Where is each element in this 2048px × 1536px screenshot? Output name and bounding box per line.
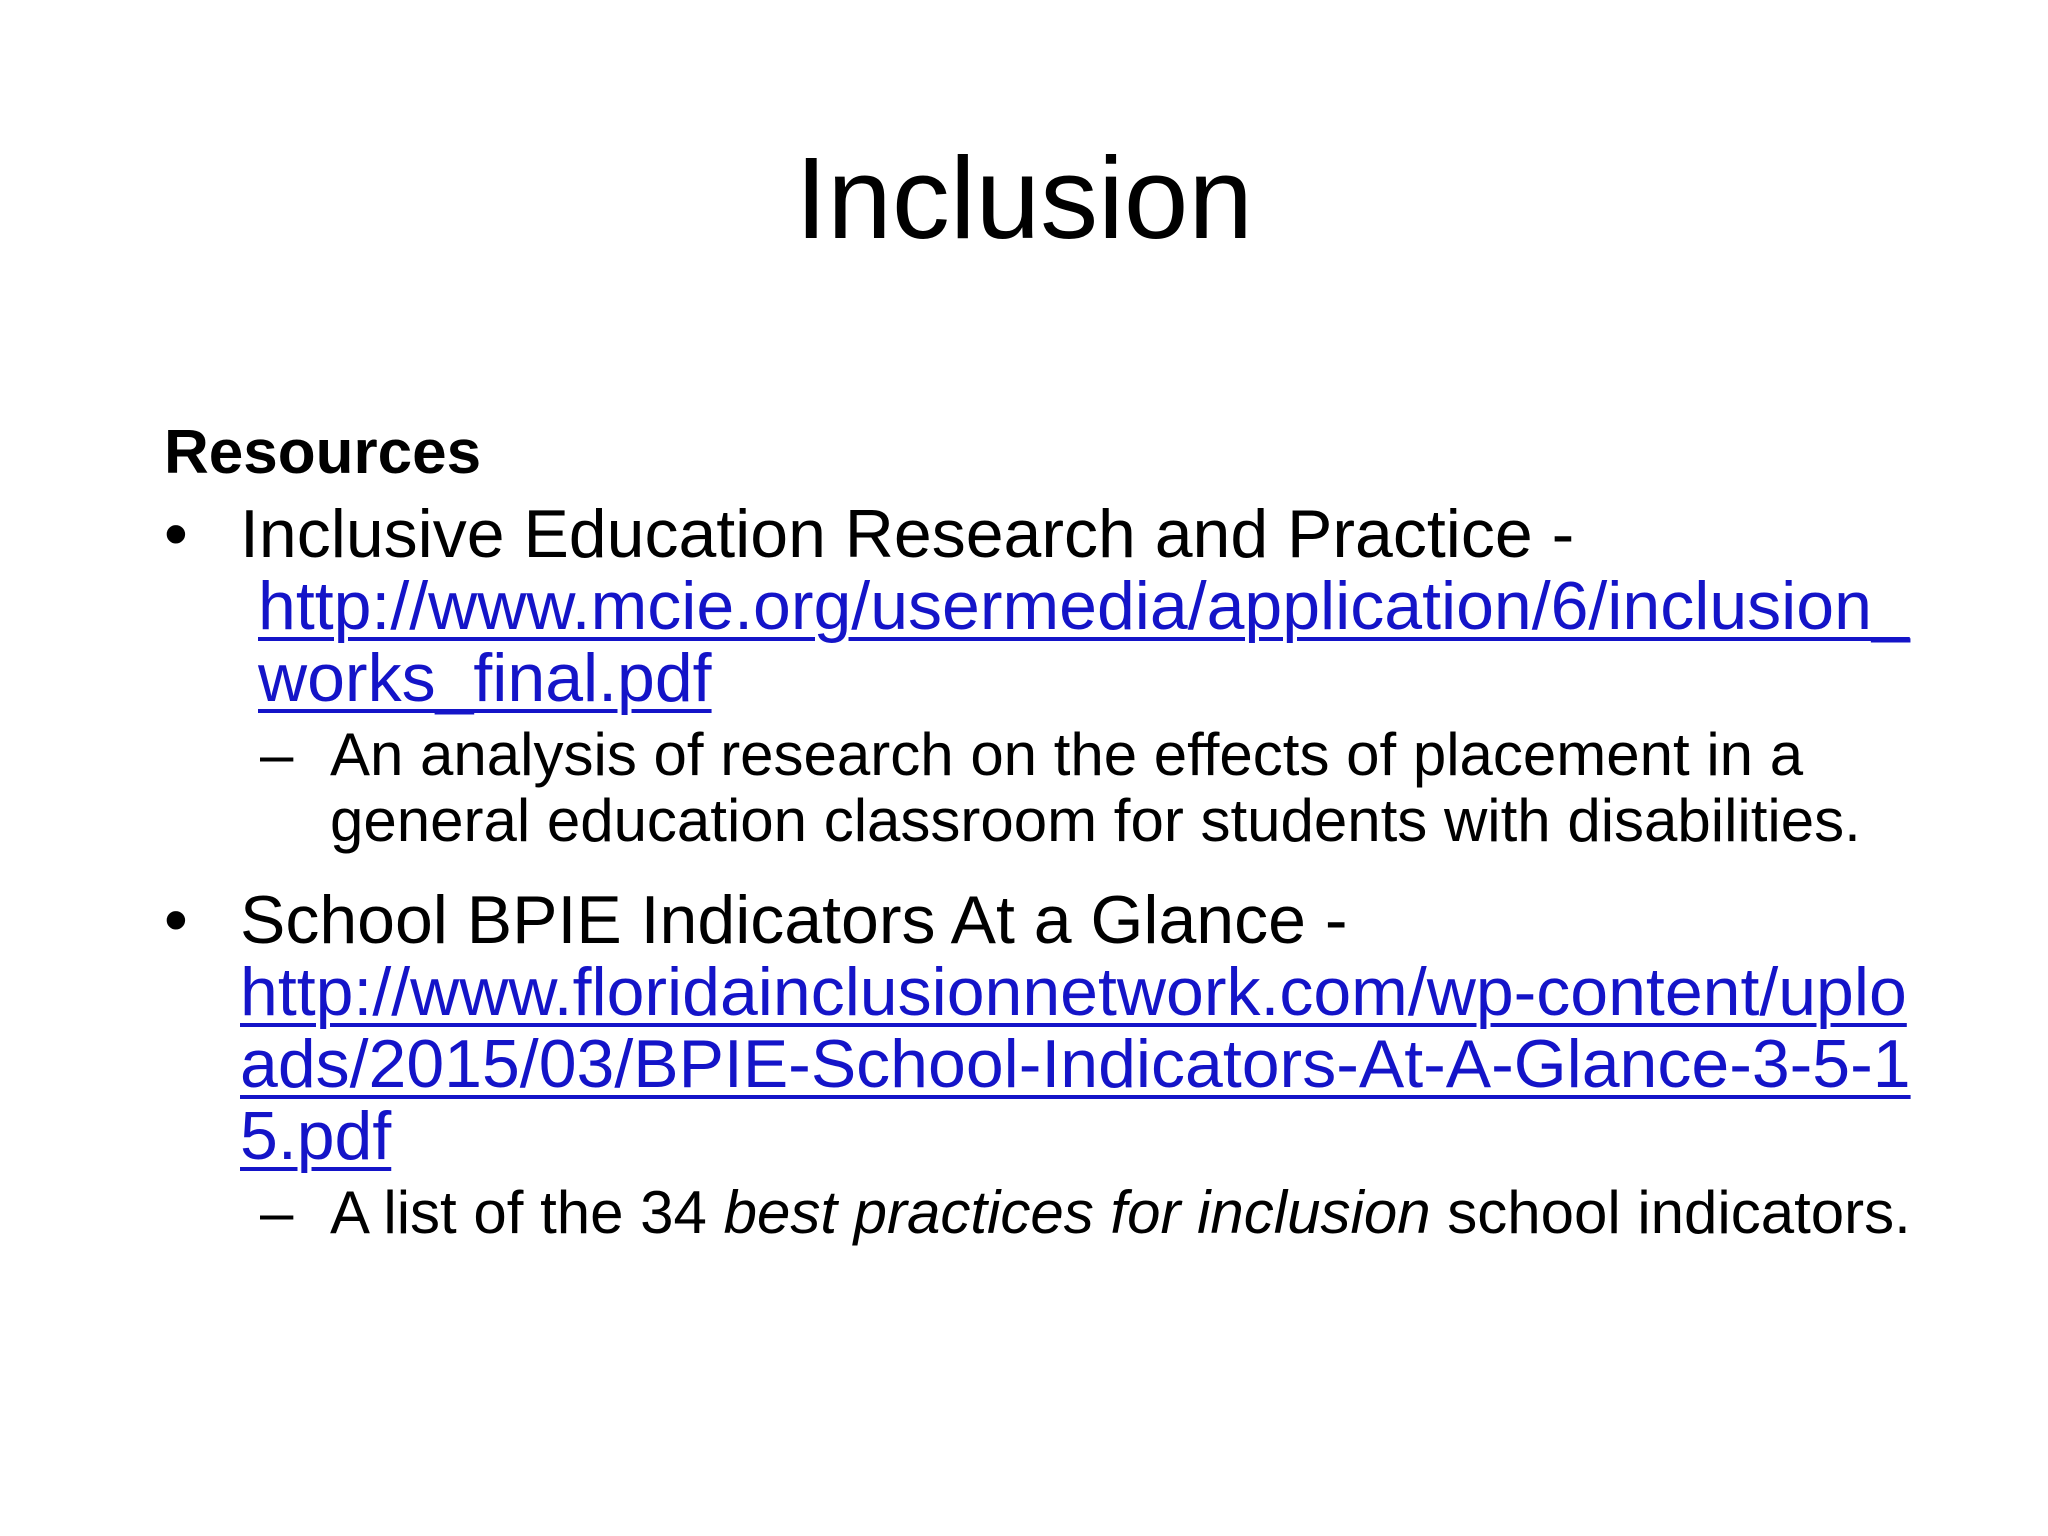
resource-description-before: A list of the 34 [330, 1179, 724, 1246]
bullet-icon: • [164, 882, 188, 958]
resource-link[interactable]: http://www.mcie.org/usermedia/application/6/inclusion_works_final.pdf [258, 568, 1910, 716]
bullet-icon: • [164, 496, 188, 572]
resource-link[interactable]: http://www.floridainclusionnetwork.com/wp-content/uploads/2015/03/BPIE-School-Indicators-At-A-Glance-3-5-15.pdf [240, 954, 1911, 1174]
dash-icon: – [260, 721, 294, 788]
resource-description-emphasis: best practices for inclusion [723, 1179, 1431, 1246]
resource-item [164, 498, 1924, 714]
resource-label: School BPIE Indicators At a Glance - [240, 882, 1348, 958]
resource-description [164, 1180, 1924, 1246]
slide-title: Inclusion [795, 133, 1253, 263]
dash-icon: – [260, 1179, 294, 1246]
resource-description-after: school indicators. [1430, 1179, 1911, 1246]
resource-label: Inclusive Education Research and Practice - [240, 496, 1575, 572]
resources-heading: Resources [164, 418, 482, 487]
resource-description [164, 722, 1924, 854]
slide-content [164, 412, 1924, 1246]
resource-description-text: An analysis of research on the effects of placement in a general education classroom for students with disabilities. [330, 721, 1861, 854]
resource-item [164, 884, 1924, 1172]
